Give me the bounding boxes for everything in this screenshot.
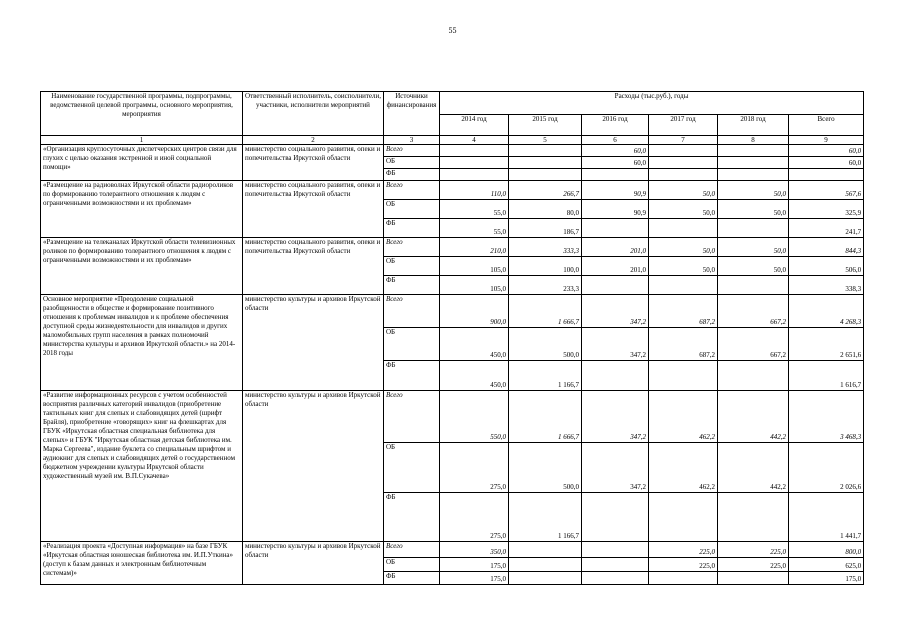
value-cell [649,169,718,181]
value-cell [582,169,649,181]
value-cell [582,572,649,585]
column-number: 5 [509,136,582,145]
value-cell [789,169,864,181]
funding-source-cell: ФБ [384,276,440,295]
program-name-cell: «Организация круглосуточных диспетчерских центров связи для глухих с целью оказания экстренной и иной социальной помощи» [41,145,243,181]
value-cell: 50,0 [718,200,789,219]
program-name-cell: Основное мероприятие «Преодоление социальной разобщенности в обществе и формирование позитивного отношения к проблемам инвалидов и к проблеме обеспечения доступной среды жизнедеятельности для инвалидов и других маломобильных групп населения в рамках полномочий министерства культуры и архивов Иркутской области.» на 2014-2018 годы [41,295,243,391]
value-cell [509,157,582,169]
value-cell [582,493,649,542]
value-cell [649,276,718,295]
column-number: 1 [41,136,243,145]
value-cell: 275,0 [440,493,509,542]
value-cell [649,572,718,585]
value-cell [649,145,718,157]
value-cell: 325,9 [789,200,864,219]
value-cell: 442,2 [718,443,789,493]
page-number: 55 [448,26,457,35]
column-number: 2 [243,136,384,145]
funding-source-cell: Всего [384,391,440,443]
table-row [41,145,864,157]
header-executor: Ответственный исполнитель, соисполнители, участники, исполнители мероприятий [243,92,384,136]
value-cell [440,145,509,157]
program-name-cell: «Развитие информационных ресурсов с учетом особенностей восприятия различных категорий инвалидов (приобретение тактильных книг для слепых и слабовидящих детей (шрифт Брайля), приобретение «говорящих» книг на флешкартах для ГБУК «Иркутская областная специальная библиотека для слепых» и ГБУК "Иркутская областная детская библиотека им. Марка Сергеева", издание буклета со специальным шрифтом и аудиокниг для слепых и слабовидящих детей о государственном бюджетном учреждении культуры Иркутской области художественный музей им. В.П.Сукачева» [41,391,243,542]
value-cell: 60,0 [582,157,649,169]
header-year-2016: 2016 год [582,115,649,136]
funding-source-cell: ОБ [384,157,440,169]
program-name-cell: «Размещение на радиоволнах Иркутской области радиороликов по формированию толерантного отношения к людям с ограниченными возможностями и их проблемам» [41,181,243,238]
value-cell: 50,0 [649,181,718,200]
value-cell: 462,2 [649,443,718,493]
header-program-name: Наименование государственной программы, подпрограммы, ведомственной целевой программы, основного мероприятия, мероприятия [41,92,243,136]
program-name-cell: «Реализация проекта «Доступная информация» на базе ГБУК «Иркутская областная юношеская библиотека им. И.П.Уткина» (доступ к базам данных и электронным библиотечным системам)» [41,542,243,585]
value-cell: 225,0 [649,542,718,558]
header-expenses: Расходы (тыс.руб.), годы [440,92,864,115]
value-cell [718,493,789,542]
funding-source-cell: ОБ [384,328,440,361]
value-cell [582,361,649,391]
value-cell: 625,0 [789,558,864,572]
value-cell: 225,0 [649,558,718,572]
value-cell: 338,3 [789,276,864,295]
value-cell [509,145,582,157]
funding-source-cell: ФБ [384,169,440,181]
value-cell: 100,0 [509,257,582,276]
header-year-2018: 2018 год [718,115,789,136]
value-cell: 80,0 [509,200,582,219]
funding-source-cell: ОБ [384,443,440,493]
value-cell: 844,3 [789,238,864,257]
executor-cell: министерство социального развития, опеки и попечительства Иркутской области [243,181,384,238]
value-cell: 266,7 [509,181,582,200]
executor-cell: министерство культуры и архивов Иркутской области [243,295,384,391]
value-cell: 50,0 [718,181,789,200]
value-cell: 500,0 [509,328,582,361]
header-year-2017: 2017 год [649,115,718,136]
value-cell [718,169,789,181]
value-cell: 50,0 [649,238,718,257]
column-number: 8 [718,136,789,145]
executor-cell: министерство социального развития, опеки и попечительства Иркутской области [243,145,384,181]
header-total: Всего [789,115,864,136]
value-cell [718,361,789,391]
value-cell [718,572,789,585]
table-row [41,181,864,200]
executor-cell: министерство социального развития, опеки и попечительства Иркутской области [243,238,384,295]
value-cell: 350,0 [440,542,509,558]
value-cell: 1 166,7 [509,493,582,542]
value-cell: 550,0 [440,391,509,443]
header-funding-source: Источники финансирования [384,92,440,136]
value-cell [649,157,718,169]
value-cell: 241,7 [789,219,864,238]
value-cell: 4 268,3 [789,295,864,328]
value-cell: 201,0 [582,257,649,276]
value-cell: 175,0 [440,558,509,572]
table-row [41,542,864,558]
value-cell: 500,0 [509,443,582,493]
value-cell: 1 166,7 [509,361,582,391]
value-cell: 800,0 [789,542,864,558]
value-cell: 667,2 [718,295,789,328]
funding-source-cell: ФБ [384,219,440,238]
column-number: 9 [789,136,864,145]
funding-source-cell: ОБ [384,257,440,276]
table-row [41,238,864,257]
value-cell: 1 441,7 [789,493,864,542]
value-cell [718,219,789,238]
value-cell: 60,0 [789,145,864,157]
funding-source-cell: Всего [384,295,440,328]
value-cell: 55,0 [440,200,509,219]
funding-source-cell: Всего [384,238,440,257]
value-cell: 450,0 [440,328,509,361]
header-year-2015: 2015 год [509,115,582,136]
value-cell: 210,0 [440,238,509,257]
value-cell: 347,2 [582,328,649,361]
value-cell [649,219,718,238]
executor-cell: министерство культуры и архивов Иркутской области [243,542,384,585]
value-cell: 233,3 [509,276,582,295]
value-cell: 175,0 [789,572,864,585]
program-name-cell: «Размещение на телеканалах Иркутской области телевизионных роликов по формированию толерантного отношения к людям с ограниченными возможностями и их проблемам» [41,238,243,295]
funding-source-cell: ОБ [384,558,440,572]
value-cell: 2 651,6 [789,328,864,361]
value-cell: 201,0 [582,238,649,257]
value-cell: 687,2 [649,328,718,361]
value-cell [649,493,718,542]
column-number: 7 [649,136,718,145]
value-cell [509,169,582,181]
value-cell: 900,0 [440,295,509,328]
value-cell: 55,0 [440,219,509,238]
table-body [41,145,864,585]
funding-source-cell: ФБ [384,572,440,585]
value-cell: 1 666,7 [509,391,582,443]
value-cell: 60,0 [789,157,864,169]
value-cell: 175,0 [440,572,509,585]
value-cell: 90,9 [582,181,649,200]
funding-source-cell: ФБ [384,361,440,391]
value-cell: 225,0 [718,558,789,572]
value-cell: 105,0 [440,276,509,295]
budget-table [40,91,864,585]
value-cell [440,169,509,181]
column-number: 6 [582,136,649,145]
funding-source-cell: Всего [384,542,440,558]
funding-source-cell: Всего [384,145,440,157]
value-cell [509,558,582,572]
value-cell: 667,2 [718,328,789,361]
value-cell [718,145,789,157]
value-cell: 462,2 [649,391,718,443]
value-cell: 567,6 [789,181,864,200]
value-cell: 90,9 [582,200,649,219]
funding-source-cell: ФБ [384,493,440,542]
value-cell: 1 666,7 [509,295,582,328]
value-cell: 687,2 [649,295,718,328]
value-cell: 186,7 [509,219,582,238]
executor-cell: министерство культуры и архивов Иркутской области [243,391,384,542]
value-cell [649,361,718,391]
value-cell [582,542,649,558]
value-cell: 110,0 [440,181,509,200]
table-row [41,391,864,443]
value-cell: 347,2 [582,391,649,443]
value-cell: 442,2 [718,391,789,443]
value-cell: 50,0 [718,257,789,276]
value-cell [718,276,789,295]
value-cell: 50,0 [718,238,789,257]
column-number: 4 [440,136,509,145]
value-cell: 50,0 [649,257,718,276]
value-cell: 105,0 [440,257,509,276]
value-cell: 225,0 [718,542,789,558]
value-cell: 347,2 [582,295,649,328]
value-cell: 333,3 [509,238,582,257]
value-cell: 275,0 [440,443,509,493]
value-cell: 2 026,6 [789,443,864,493]
value-cell: 60,0 [582,145,649,157]
value-cell [440,157,509,169]
value-cell: 506,0 [789,257,864,276]
value-cell: 50,0 [649,200,718,219]
value-cell: 1 616,7 [789,361,864,391]
value-cell [718,157,789,169]
column-number: 3 [384,136,440,145]
funding-source-cell: ОБ [384,200,440,219]
value-cell [509,542,582,558]
table-row [41,295,864,328]
header-year-2014: 2014 год [440,115,509,136]
value-cell: 3 468,3 [789,391,864,443]
value-cell: 347,2 [582,443,649,493]
funding-source-cell: Всего [384,181,440,200]
value-cell [582,558,649,572]
value-cell [582,219,649,238]
value-cell [509,572,582,585]
value-cell [582,276,649,295]
value-cell: 450,0 [440,361,509,391]
